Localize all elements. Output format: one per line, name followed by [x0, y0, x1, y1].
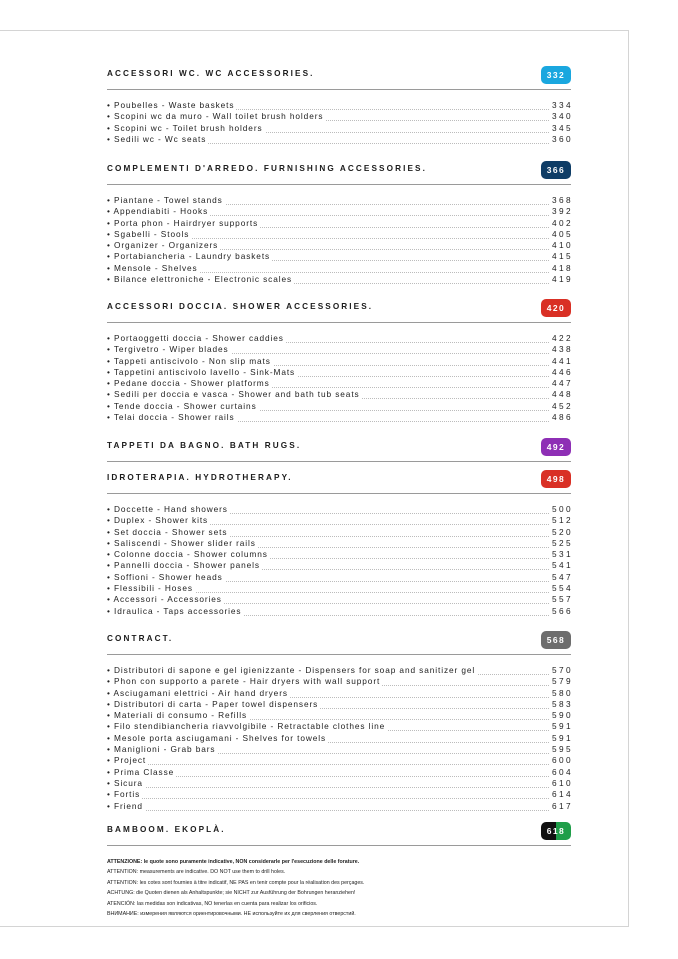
list-item[interactable] [107, 665, 571, 676]
section-title: ACCESSORI DOCCIA. SHOWER ACCESSORIES. [107, 302, 374, 311]
item-label: • Distributori di carta - Paper towel dispensers [107, 698, 319, 709]
item-page-number: 614 [549, 789, 573, 800]
list-item[interactable] [107, 778, 571, 789]
page-badge[interactable]: 332 [541, 66, 571, 84]
list-item[interactable] [107, 549, 571, 560]
item-page-number: 531 [549, 549, 573, 560]
item-page-number: 557 [549, 594, 573, 605]
item-page-number: 419 [549, 274, 573, 285]
dot-leader [107, 764, 571, 765]
item-page-number: 583 [549, 699, 573, 710]
list-item[interactable] [107, 195, 571, 206]
item-label: • Appendiabiti - Hooks [107, 206, 209, 217]
list-item[interactable] [107, 412, 571, 423]
item-page-number: 422 [549, 333, 573, 344]
divider [107, 654, 571, 655]
item-label: • Pannelli doccia - Shower panels [107, 560, 260, 571]
list-item[interactable] [107, 251, 571, 262]
item-page-number: 405 [549, 229, 573, 240]
item-label: • Mensole - Shelves [107, 262, 198, 273]
item-page-number: 525 [549, 538, 573, 549]
item-label: • Filo stendibiancheria riavvolgibile - Retractable clothes line [107, 721, 386, 732]
item-page-number: 418 [549, 263, 573, 274]
item-label: • Flessibili - Hoses [107, 583, 193, 594]
item-label: • Asciugamani elettrici - Air hand dryers [107, 687, 288, 698]
item-label: • Doccette - Hand showers [107, 504, 228, 514]
item-label: • Telai doccia - Shower rails [107, 412, 235, 423]
item-label: • Fortis [107, 789, 141, 800]
list-item[interactable] [107, 755, 571, 766]
page-badge[interactable]: 498 [541, 470, 571, 488]
list-item[interactable] [107, 356, 571, 367]
list-item[interactable] [107, 344, 571, 355]
list-item[interactable] [107, 504, 571, 515]
item-label: • Distributori di sapone e gel igienizzante - Dispensers for soap and sanitizer gel [107, 665, 476, 675]
section-bamboom-ekopla [107, 822, 571, 840]
list-item[interactable] [107, 688, 571, 699]
list-item[interactable] [107, 389, 571, 400]
item-page-number: 500 [549, 504, 573, 515]
item-page-number: 441 [549, 356, 573, 367]
divider [107, 89, 571, 90]
section-title: CONTRACT. [107, 634, 174, 643]
item-label: • Sedili wc - Wc seats [107, 133, 207, 144]
item-label: • Portaoggetti doccia - Shower caddies [107, 333, 284, 343]
list-item[interactable] [107, 572, 571, 583]
item-page-number: 566 [549, 606, 573, 617]
item-page-number: 447 [549, 378, 573, 389]
item-label: • Phon con supporto a parete - Hair dryers with wall support [107, 676, 381, 687]
divider [107, 493, 571, 494]
item-page-number: 591 [549, 721, 573, 732]
section-contract [107, 631, 573, 811]
item-label: • Bilance elettroniche - Electronic scales [107, 274, 293, 285]
disclaimer-notes [107, 857, 571, 919]
section-title: TAPPETI DA BAGNO. BATH RUGS. [107, 441, 302, 450]
section-title: IDROTERAPIA. HYDROTHERAPY. [107, 473, 293, 482]
item-label: • Materiali di consumo - Refills [107, 710, 248, 721]
list-item[interactable] [107, 100, 571, 111]
item-label: • Organizer - Organizers [107, 240, 219, 251]
item-label: • Sedili per doccia e vasca - Shower and bath tub seats [107, 389, 360, 400]
list-item[interactable] [107, 676, 571, 687]
item-label: • Poubelles - Waste baskets [107, 100, 235, 110]
list-item[interactable] [107, 367, 571, 378]
list-item[interactable] [107, 206, 571, 217]
item-page-number: 486 [549, 412, 573, 423]
note-line: ACHTUNG: die Quoten dienen als Anhaltspunkte; sie NICHT zur Ausführung der Bohrungen heranziehen! [107, 890, 356, 897]
item-label: • Project [107, 755, 147, 766]
item-label: • Pedane doccia - Shower platforms [107, 378, 270, 389]
item-list [107, 195, 571, 285]
item-label: • Friend [107, 800, 143, 811]
item-page-number: 600 [549, 755, 573, 766]
section-bath-rugs [107, 438, 571, 456]
item-list [107, 665, 571, 812]
section-wc-accessories [107, 66, 573, 144]
item-page-number: 610 [549, 778, 573, 789]
item-label: • Scopini wc - Toilet brush holders [107, 122, 263, 133]
note-line: ATENCIÓN: las medidas son indicativas, NO tenerlas en cuenta para realizar los orificios. [107, 900, 318, 907]
item-page-number: 554 [549, 583, 573, 594]
section-furnishing-accessories [107, 161, 573, 285]
item-list [107, 333, 571, 423]
item-page-number: 590 [549, 710, 573, 721]
item-page-number: 368 [549, 195, 573, 206]
item-label: • Sgabelli - Stools [107, 228, 190, 239]
item-label: • Colonne doccia - Shower columns [107, 549, 268, 560]
item-list [107, 504, 571, 617]
list-item[interactable] [107, 111, 571, 122]
note-line: ATTENTION: measurements are indicative. DO NOT use them to drill holes. [107, 869, 286, 876]
list-item[interactable] [107, 263, 571, 274]
item-label: • Sicura [107, 777, 143, 788]
item-label: • Porta phon - Hairdryer supports [107, 217, 259, 228]
list-item[interactable] [107, 767, 571, 778]
list-item[interactable] [107, 560, 571, 571]
item-label: • Set doccia - Shower sets [107, 526, 228, 537]
section-shower-accessories [107, 299, 573, 423]
section-title: COMPLEMENTI D'ARREDO. FURNISHING ACCESSORIES. [107, 164, 427, 173]
list-item[interactable] [107, 583, 571, 594]
item-page-number: 541 [549, 560, 573, 571]
list-item[interactable] [107, 123, 571, 134]
page-badge[interactable]: 366 [541, 161, 571, 179]
item-page-number: 512 [549, 515, 573, 526]
list-item[interactable] [107, 789, 571, 800]
item-page-number: 410 [549, 240, 573, 251]
list-item[interactable] [107, 801, 571, 812]
item-label: • Portabiancheria - Laundry baskets [107, 251, 271, 262]
divider [107, 184, 571, 185]
item-label: • Prima Classe [107, 766, 175, 777]
badge-number: 618 [546, 826, 566, 836]
list-item[interactable] [107, 527, 571, 538]
item-page-number: 617 [549, 801, 573, 812]
item-label: • Mesole porta asciugamani - Shelves for towels [107, 732, 327, 743]
item-page-number: 547 [549, 572, 573, 583]
item-page-number: 446 [549, 367, 573, 378]
page-badge[interactable] [541, 822, 571, 840]
page-badge[interactable]: 568 [541, 631, 571, 649]
item-page-number: 334 [549, 100, 573, 111]
item-label: • Idraulica - Taps accessories [107, 605, 242, 616]
item-page-number: 448 [549, 389, 573, 400]
item-page-number: 591 [549, 733, 573, 744]
list-item[interactable] [107, 134, 571, 145]
item-page-number: 438 [549, 344, 573, 355]
divider [107, 322, 571, 323]
item-label: • Saliscendi - Shower slider rails [107, 537, 256, 548]
list-item[interactable] [107, 274, 571, 285]
list-item[interactable] [107, 515, 571, 526]
item-label: • Piantane - Towel stands [107, 195, 223, 205]
item-label: • Accessori - Accessories [107, 594, 222, 605]
page-badge[interactable]: 420 [541, 299, 571, 317]
item-page-number: 579 [549, 676, 573, 687]
item-page-number: 580 [549, 688, 573, 699]
dot-leader [107, 776, 571, 777]
item-label: • Tende doccia - Shower curtains [107, 400, 257, 411]
item-page-number: 415 [549, 251, 573, 262]
list-item[interactable] [107, 538, 571, 549]
list-item[interactable] [107, 594, 571, 605]
item-page-number: 520 [549, 527, 573, 538]
dot-leader [107, 810, 571, 811]
list-item[interactable] [107, 710, 571, 721]
item-label: • Tappeti antiscivolo - Non slip mats [107, 355, 271, 366]
list-item[interactable] [107, 699, 571, 710]
note-line: ATTENTION: les cotes sont fournies à titre indicatif, NE PAS en tenir compte pour la réalisation des perçages. [107, 879, 365, 886]
item-page-number: 402 [549, 218, 573, 229]
dot-leader [107, 787, 571, 788]
section-title: BAMBOOM. EKOPLÀ. [107, 825, 226, 834]
item-page-number: 340 [549, 111, 573, 122]
page-badge[interactable]: 492 [541, 438, 571, 456]
item-list [107, 100, 571, 145]
item-label: • Soffioni - Shower heads [107, 571, 223, 582]
list-item[interactable] [107, 333, 571, 344]
item-page-number: 452 [549, 401, 573, 412]
section-title: ACCESSORI WC. WC ACCESSORIES. [107, 69, 315, 78]
item-page-number: 360 [549, 134, 573, 145]
list-item[interactable] [107, 218, 571, 229]
list-item[interactable] [107, 229, 571, 240]
note-line: ВНИМАНИЕ: измерения являются ориентировочными. НЕ используйте их для сверления отверстий. [107, 911, 356, 918]
section-hydrotherapy [107, 470, 573, 616]
list-item[interactable] [107, 721, 571, 732]
item-page-number: 570 [549, 665, 573, 676]
note-line: ATTENZIONE: le quote sono puramente indicative, NON considerarle per l'esecuzione delle forature. [107, 859, 360, 865]
item-page-number: 345 [549, 123, 573, 134]
item-label: • Scopini wc da muro - Wall toilet brush holders [107, 111, 324, 122]
list-item[interactable] [107, 744, 571, 755]
item-label: • Tappetini antiscivolo lavello - Sink-Mats [107, 366, 296, 377]
item-label: • Tergivetro - Wiper blades [107, 344, 229, 355]
item-page-number: 392 [549, 206, 573, 217]
list-item[interactable] [107, 401, 571, 412]
list-item[interactable] [107, 378, 571, 389]
list-item[interactable] [107, 733, 571, 744]
item-label: • Duplex - Shower kits [107, 515, 209, 526]
dot-leader [107, 798, 571, 799]
item-label: • Maniglioni - Grab bars [107, 744, 216, 755]
list-item[interactable] [107, 606, 571, 617]
divider [107, 461, 571, 462]
item-page-number: 604 [549, 767, 573, 778]
list-item[interactable] [107, 240, 571, 251]
divider [107, 845, 571, 846]
item-page-number: 595 [549, 744, 573, 755]
